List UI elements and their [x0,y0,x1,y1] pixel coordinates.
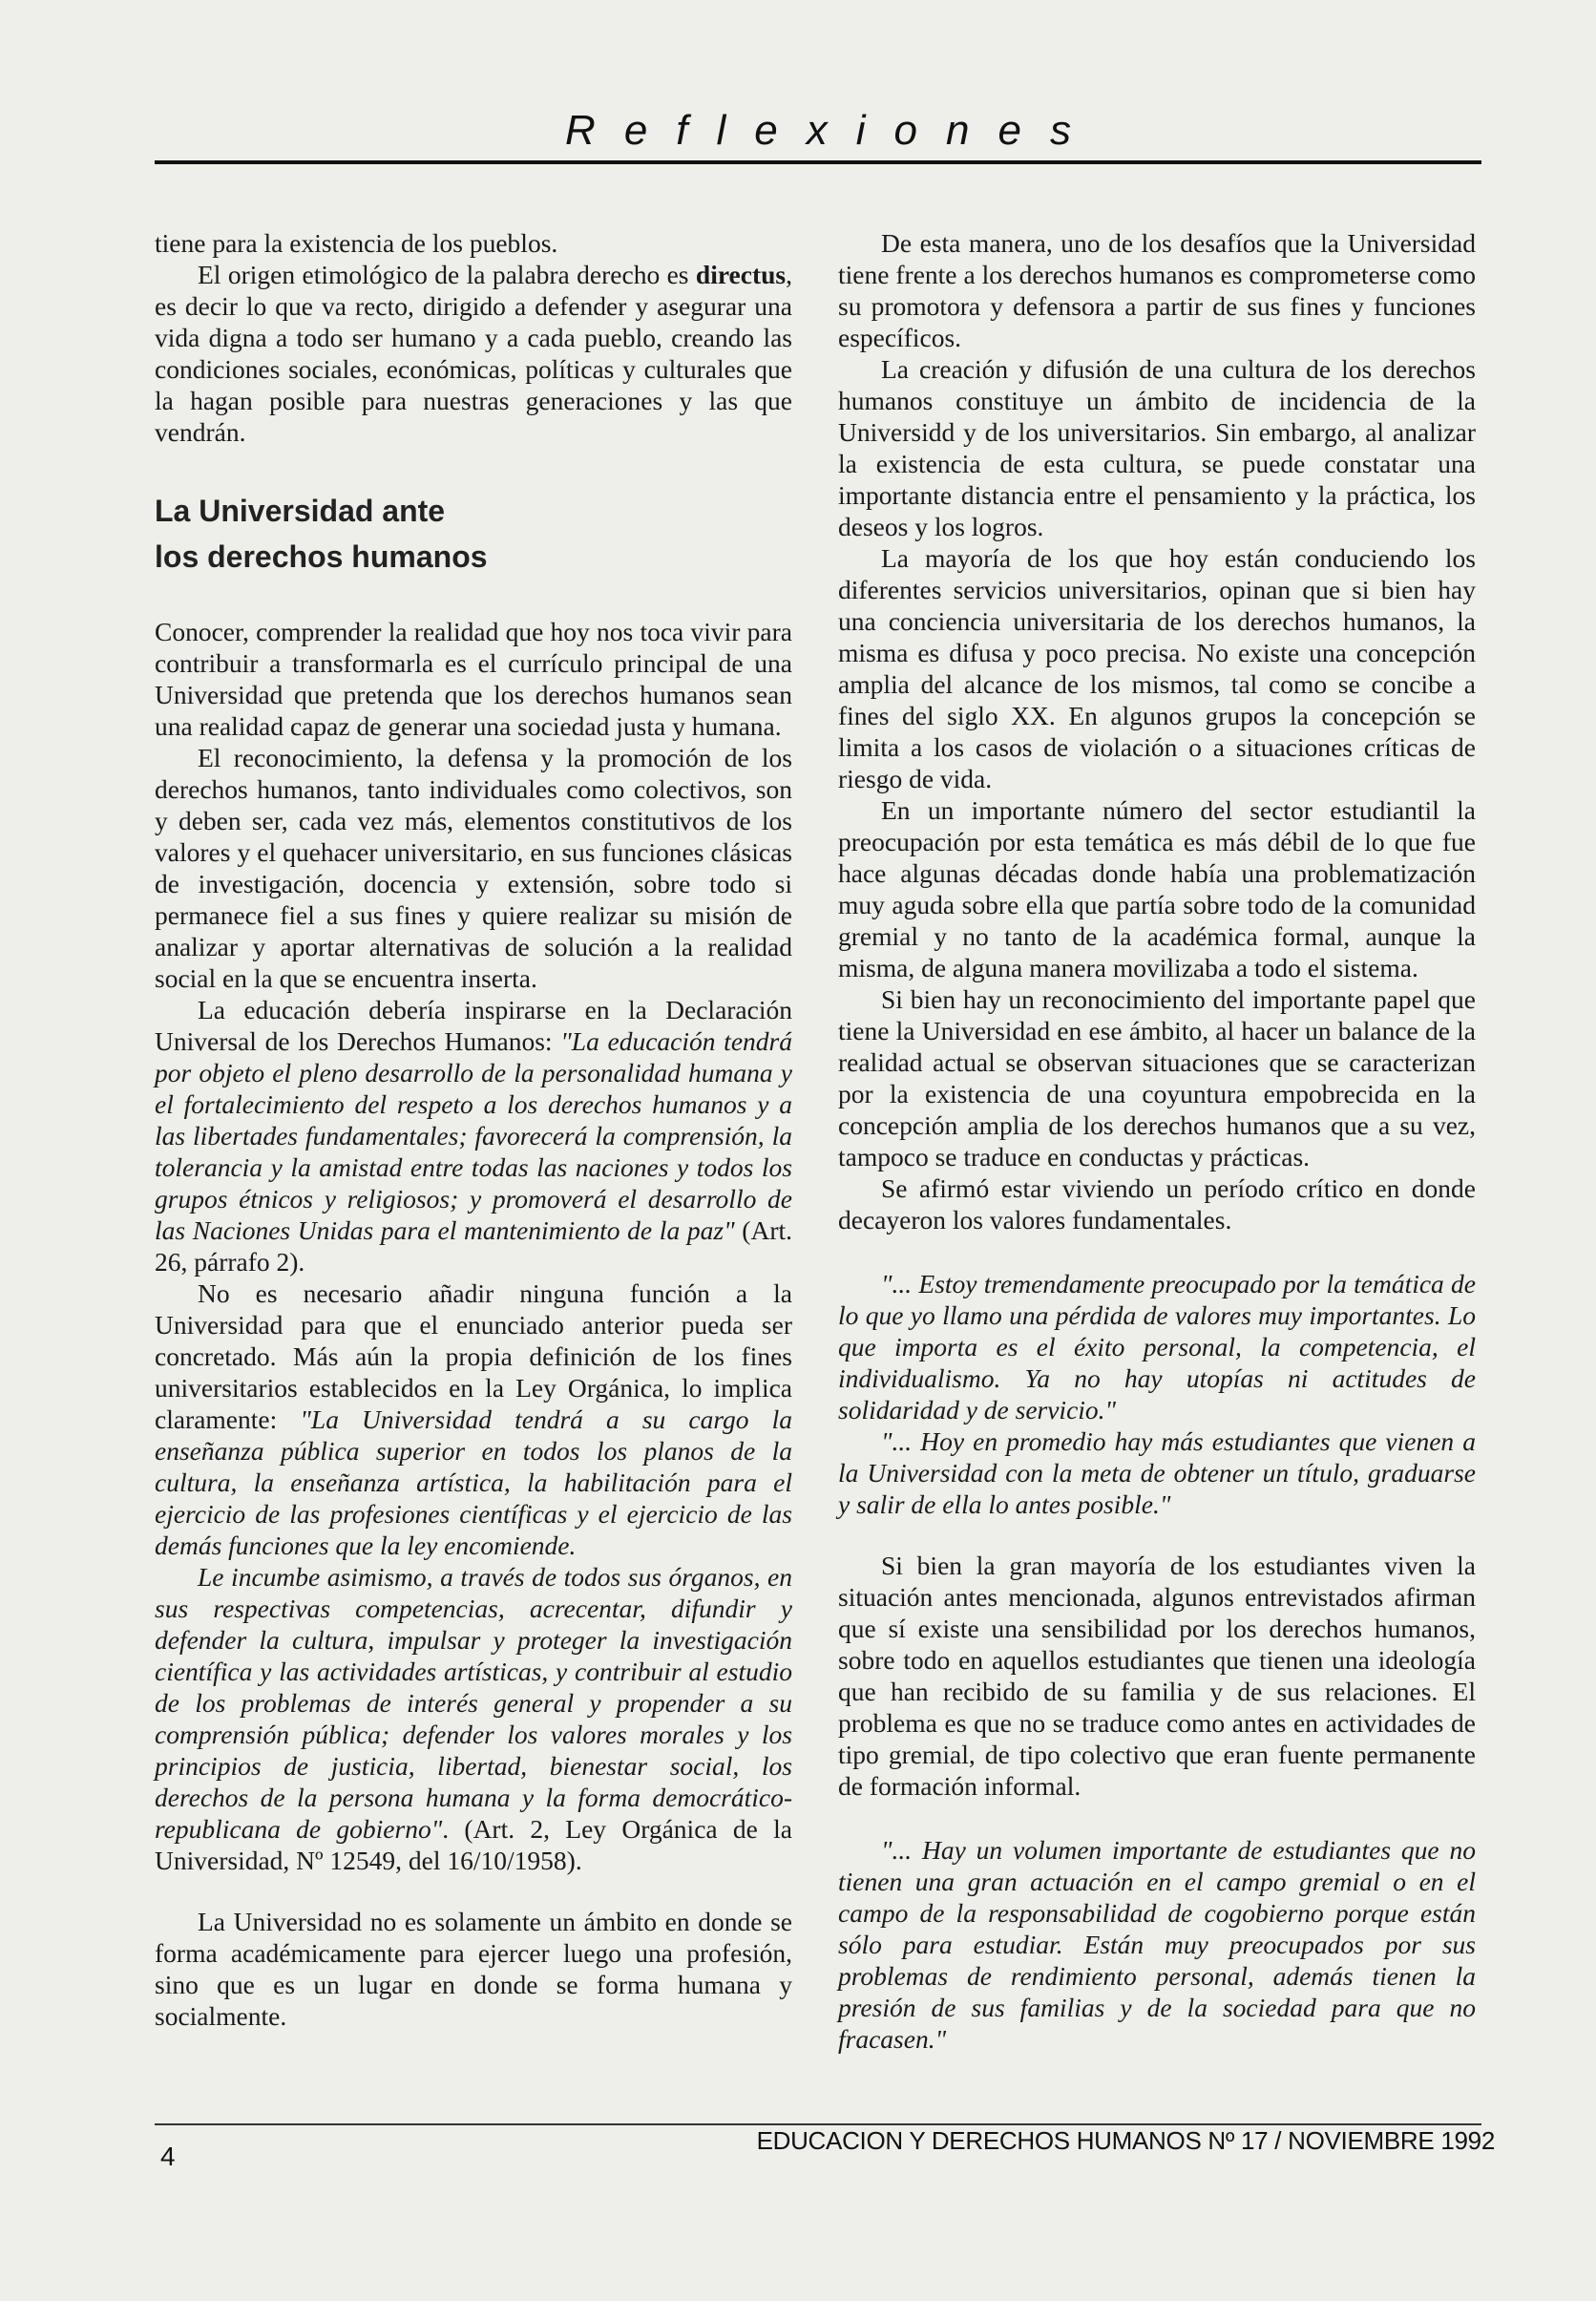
paragraph [155,1561,792,1876]
paragraph: Conocer, comprender la realidad que hoy nos toca vivir para contribuir a transformarla es el currículo principal de una Universidad que pretenda que los derechos humanos sean una realidad capaz de generar una sociedad justa y humana. [155,617,792,741]
paragraph: Si bien la gran mayoría de los estudiantes viven la situación antes mencionada, algunos entrevistados afirman que sí existe una sensibilidad por los derechos humanos, sobre todo en aquellos estudiantes que tienen una ideología que han recibido de su familia y de sus relaciones. El problema es que no se traduce como antes en actividades de tipo gremial, de tipo colectivo que eran fuente permanente de formación informal. [838,1551,1476,1801]
page-header [155,107,1481,155]
paragraph [155,259,792,448]
interview-quote: "... Hay un volumen importante de estudiantes que no tienen una gran actuación en el campo gremial o en el campo de la responsabilidad de cogobierno porque están sólo para estudiar. Están muy preocupados por sus problemas de rendimiento personal, además tienen la presión de sus familias y de la sociedad para que no fracasen." [838,1835,1476,2054]
heading-line: La Universidad ante [155,494,446,528]
header-rule [155,160,1481,164]
left-column [155,227,792,2032]
inline-quote: "La educación tendrá por objeto el pleno desarrollo de la personalidad humana y el fortalecimiento del respeto a los derechos humanos y a las libertades fundamentales; favorecerá la comprensión, la tolerancia y la amistad entre todas las naciones y todos los grupos étnicos y religiosos; y promoverá el desarrollo de las Naciones Unidas para el mantenimiento de la paz" [155,1026,792,1245]
paragraph: La Universidad no es solamente un ámbito en donde se forma académicamente para ejercer luego una profesión, sino que es un lugar en donde se forma humana y socialmente. [155,1907,792,2031]
text-span: No es necesario añadir ninguna función a la Universidad para que el enunciado anterior pueda ser concretado. Más aún la propia definición de los fines universitarios establecidos en la Ley Orgánica, lo implica claramente: [155,1278,792,1434]
heading-line: los derechos humanos [155,539,488,574]
paragraph: El reconocimiento, la defensa y la promoción de los derechos humanos, tanto individuales como colectivos, son y deben ser, cada vez más, elementos constitutivos de los valores y el quehacer universitario, en sus funciones clásicas de investigación, docencia y extensión, sobre todo si permanece fiel a sus fines y quiere realizar su misión de analizar y aportar alternativas de solución a la realidad social en la que se encuentra inserta. [155,743,792,993]
text-span: , es decir lo que va recto, dirigido a defender y asegurar una vida digna a todo ser humano y a cada pueblo, creando las condiciones sociales, económicas, políticas y culturales que la hagan posible para nuestras generaciones y las que vendrán. [155,260,792,447]
publication-info: EDUCACION Y DERECHOS HUMANOS Nº 17 / NOVIEMBRE 1992 [756,2126,1495,2155]
paragraph [155,1277,792,1561]
paragraph: Si bien hay un reconocimiento del importante papel que tiene la Universidad en ese ámbito, al hacer un balance de la realidad actual se observan situaciones que se caracterizan por la existencia de una coyuntura empobrecida en la concepción amplia de los derechos humanos que a su vez, tampoco se traduce en conductas y prácticas. [838,984,1476,1172]
paragraph [155,994,792,1277]
inline-quote: Le incumbe asimismo, a través de todos sus órganos, en sus respectivas competencias, acrecentar, difundir y defender la cultura, impulsar y proteger la investigación científica y las actividades artísticas, y contribuir al estudio de los problemas de interés general y propender a su comprensión pública; defender los valores morales y los principios de justicia, libertad, bienestar social, los derechos de la persona humana y la forma democrático-republicana de gobierno" [155,1562,792,1844]
inline-quote: "La Universidad tendrá a su cargo la enseñanza pública superior en todos los planos de la cultura, la enseñanza artística, la habilitación para el ejercicio de las profesiones científicas y el ejercicio de las demás funciones que la ley encomiende. [155,1404,793,1560]
interview-quote: "... Hoy en promedio hay más estudiantes que vienen a la Universidad con la meta de obtener un título, graduarse y salir de ella lo antes posible." [838,1426,1476,1519]
text-span: . (Art. 2, Ley Orgánica de la Universidad, Nº 12549, del 16/10/1958). [155,1814,792,1875]
interview-quote: "... Estoy tremendamente preocupado por la temática de lo que yo llamo una pérdida de valores muy importantes. Lo que importa es el éxito personal, la competencia, el individualismo. Ya no hay utopías ni actitudes de solidaridad y de servicio." [838,1269,1476,1425]
text-span: La educación debería inspirarse en la Declaración Universal de los Derechos Humanos: [155,995,792,1056]
text-span: El origen etimológico de la palabra derecho es [198,260,696,289]
paragraph: tiene para la existencia de los pueblos. [155,228,558,258]
paragraph: La creación y difusión de una cultura de los derechos humanos constituye un ámbito de incidencia de la Universidd y de los universitarios. Sin embargo, al analizar la existencia de esta cultura, se puede constatar una importante distancia entre el pensamiento y la práctica, los deseos y los logros. [838,354,1476,541]
paragraph: En un importante número del sector estudiantil la preocupación por esta temática es más débil de lo que fue hace algunas décadas donde había una problematización muy aguda sobre ella que partía sobre todo de la comunidad gremial y no tanto de la académica formal, aunque la misma, de alguna manera movilizaba a todo el sistema. [838,795,1476,982]
interview-quotes [838,1268,1476,1520]
interview-quotes [838,1834,1476,2055]
footer-rule [155,2123,1481,2125]
paragraph: De esta manera, uno de los desafíos que la Universidad tiene frente a los derechos humanos es comprometerse como su promotora y defensora a partir de sus fines y funciones específicos. [838,228,1476,352]
right-column [838,227,1476,2055]
text-span: (Art. 26, párrafo 2). [155,1215,792,1277]
section-title: Reflexiones [565,107,1100,154]
page-number: 4 [160,2142,176,2171]
section-heading [155,488,792,580]
paragraph: Se afirmó estar viviendo un período crítico en donde decayeron los valores fundamentales. [838,1173,1476,1235]
bold-term: directus [695,260,787,289]
paragraph: La mayoría de los que hoy están conduciendo los diferentes servicios universitarios, opinan que si bien hay una conciencia universitaria de los derechos humanos, la misma es difusa y poco precisa. No existe una concepción amplia del alcance de los mismos, tal como se concibe a fines del siglo XX. En algunos grupos la concepción se limita a los casos de violación o a situaciones críticas de riesgo de vida. [838,543,1476,793]
